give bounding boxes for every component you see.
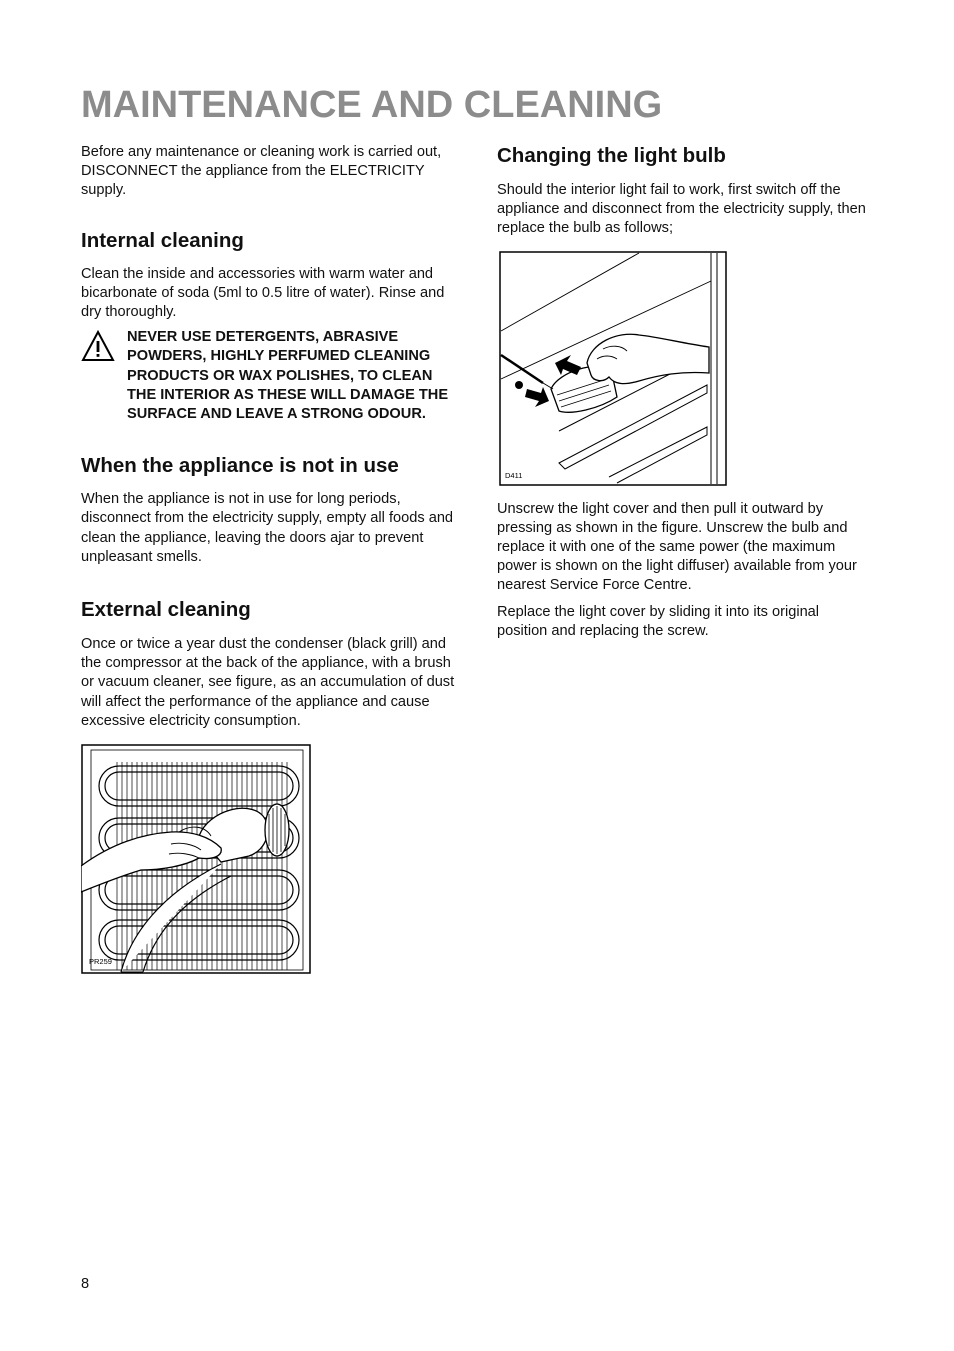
page-title: MAINTENANCE AND CLEANING (81, 84, 663, 126)
warning-text: NEVER USE DETERGENTS, ABRASIVE POWDERS, HIGHLY PERFUMED CLEANING PRODUCTS OR WAX POLISHES, TO CLEAN THE INTERIOR AS THESE WILL DAMAGE THE SURFACE AND LEAVE A STRONG ODOUR. (127, 329, 449, 423)
internal-cleaning-heading: Internal cleaning (81, 228, 244, 252)
replace-paragraph: Replace the light cover by sliding it into its original position and replacing the screw. (497, 603, 820, 639)
internal-cleaning-paragraph: Clean the inside and accessories with warm water and bicarbonate of soda (5ml to 0.5 litre of water). Rinse and dry thoroughly. (81, 265, 445, 321)
light-bulb-heading: Changing the light bulb (497, 144, 726, 167)
condenser-figure-code: PR259 (89, 957, 112, 967)
condenser-vacuum-illustration (81, 744, 311, 974)
warning-triangle-icon (81, 328, 127, 367)
external-cleaning-heading: External cleaning (81, 598, 251, 622)
light-bulb-illustration (499, 251, 727, 487)
left-column (81, 143, 459, 974)
warning-block (81, 328, 459, 424)
light-figure-code: D411 (505, 470, 523, 480)
page-number: 8 (81, 1276, 90, 1292)
unscrew-paragraph: Unscrew the light cover and then pull it outward by pressing as shown in the figure. Unscrew the bulb and replace it with one of the same power (the maximum power is shown on the light diffuser) available from your nearest Service Force Centre. (497, 500, 857, 594)
not-in-use-paragraph: When the appliance is not in use for long periods, disconnect from the electricity supply, empty all foods and clean the appliance, leaving the doors ajar to prevent unpleasant smells. (81, 491, 454, 565)
external-cleaning-paragraph: Once or twice a year dust the condenser (black grill) and the compressor at the back of the appliance, with a brush or vacuum cleaner, see figure, as an accumulation of dust will affect the performance of the appliance and cause excessive electricity consumption. (81, 636, 455, 729)
light-bulb-paragraph: Should the interior light fail to work, first switch off the appliance and disconnect from the electricity supply, then replace the bulb as follows; (497, 182, 866, 237)
right-column (497, 143, 867, 641)
intro-paragraph: Before any maintenance or cleaning work is carried out, DISCONNECT the appliance from the ELECTRICITY supply. (81, 144, 442, 199)
not-in-use-heading: When the appliance is not in use (81, 454, 399, 478)
